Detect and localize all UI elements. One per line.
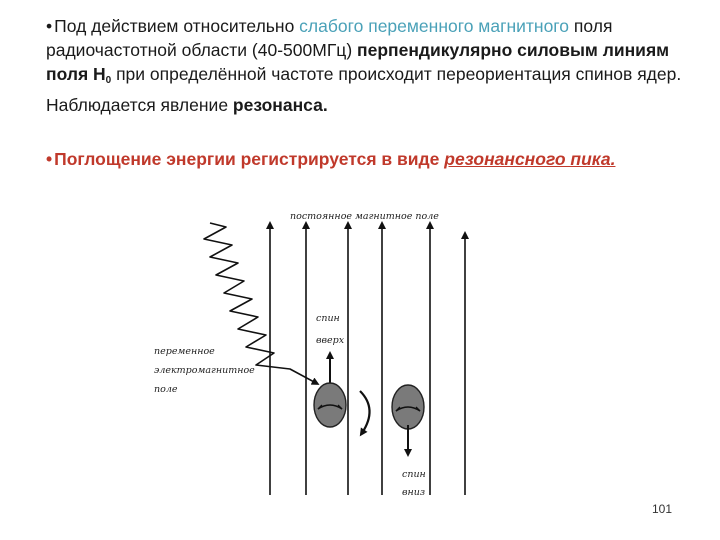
text-run: Под действием относительно xyxy=(54,16,300,36)
label-spin-down-2: вниз xyxy=(402,487,426,498)
subscript-zero: 0 xyxy=(105,75,112,86)
label-spin-down-1: спин xyxy=(402,469,426,480)
label-spin-up-2: вверх xyxy=(316,335,345,346)
text-run: Поглощение энергии регистрируется в виде xyxy=(54,149,445,169)
label-alternating-1: переменное xyxy=(154,346,215,357)
electromagnetic-wave xyxy=(204,223,316,383)
text-run: поля радиочастотной области (40-500МГц) xyxy=(46,16,613,60)
spin-diagram xyxy=(140,195,500,505)
paragraph-absorption xyxy=(46,147,686,171)
transition-arrow xyxy=(360,391,370,433)
bold-term-resonance: резонанса. xyxy=(232,95,328,115)
bullet: • xyxy=(46,149,53,169)
nucleus-spin-up xyxy=(314,355,346,427)
highlighted-term: слабого переменного магнитного xyxy=(299,16,570,36)
page-number: 101 xyxy=(651,502,672,516)
label-alternating-3: поле xyxy=(154,384,178,395)
paragraph-resonance-intro xyxy=(46,14,686,117)
field-lines xyxy=(270,225,465,495)
text-run: при определённой частоте происходит переориентация спинов ядер. Наблюдается явление xyxy=(46,64,682,115)
label-spin-up-1: спин xyxy=(316,313,340,324)
nucleus-spin-down xyxy=(392,385,424,453)
label-constant-field: постоянное магнитное поле xyxy=(290,211,439,222)
label-alternating-2: электромагнитное xyxy=(154,365,255,376)
bold-phrase: перпендикулярно силовым линиям поля Н xyxy=(46,40,670,84)
resonance-peak-term: резонансного пика. xyxy=(444,149,616,169)
bullet: • xyxy=(46,16,53,36)
